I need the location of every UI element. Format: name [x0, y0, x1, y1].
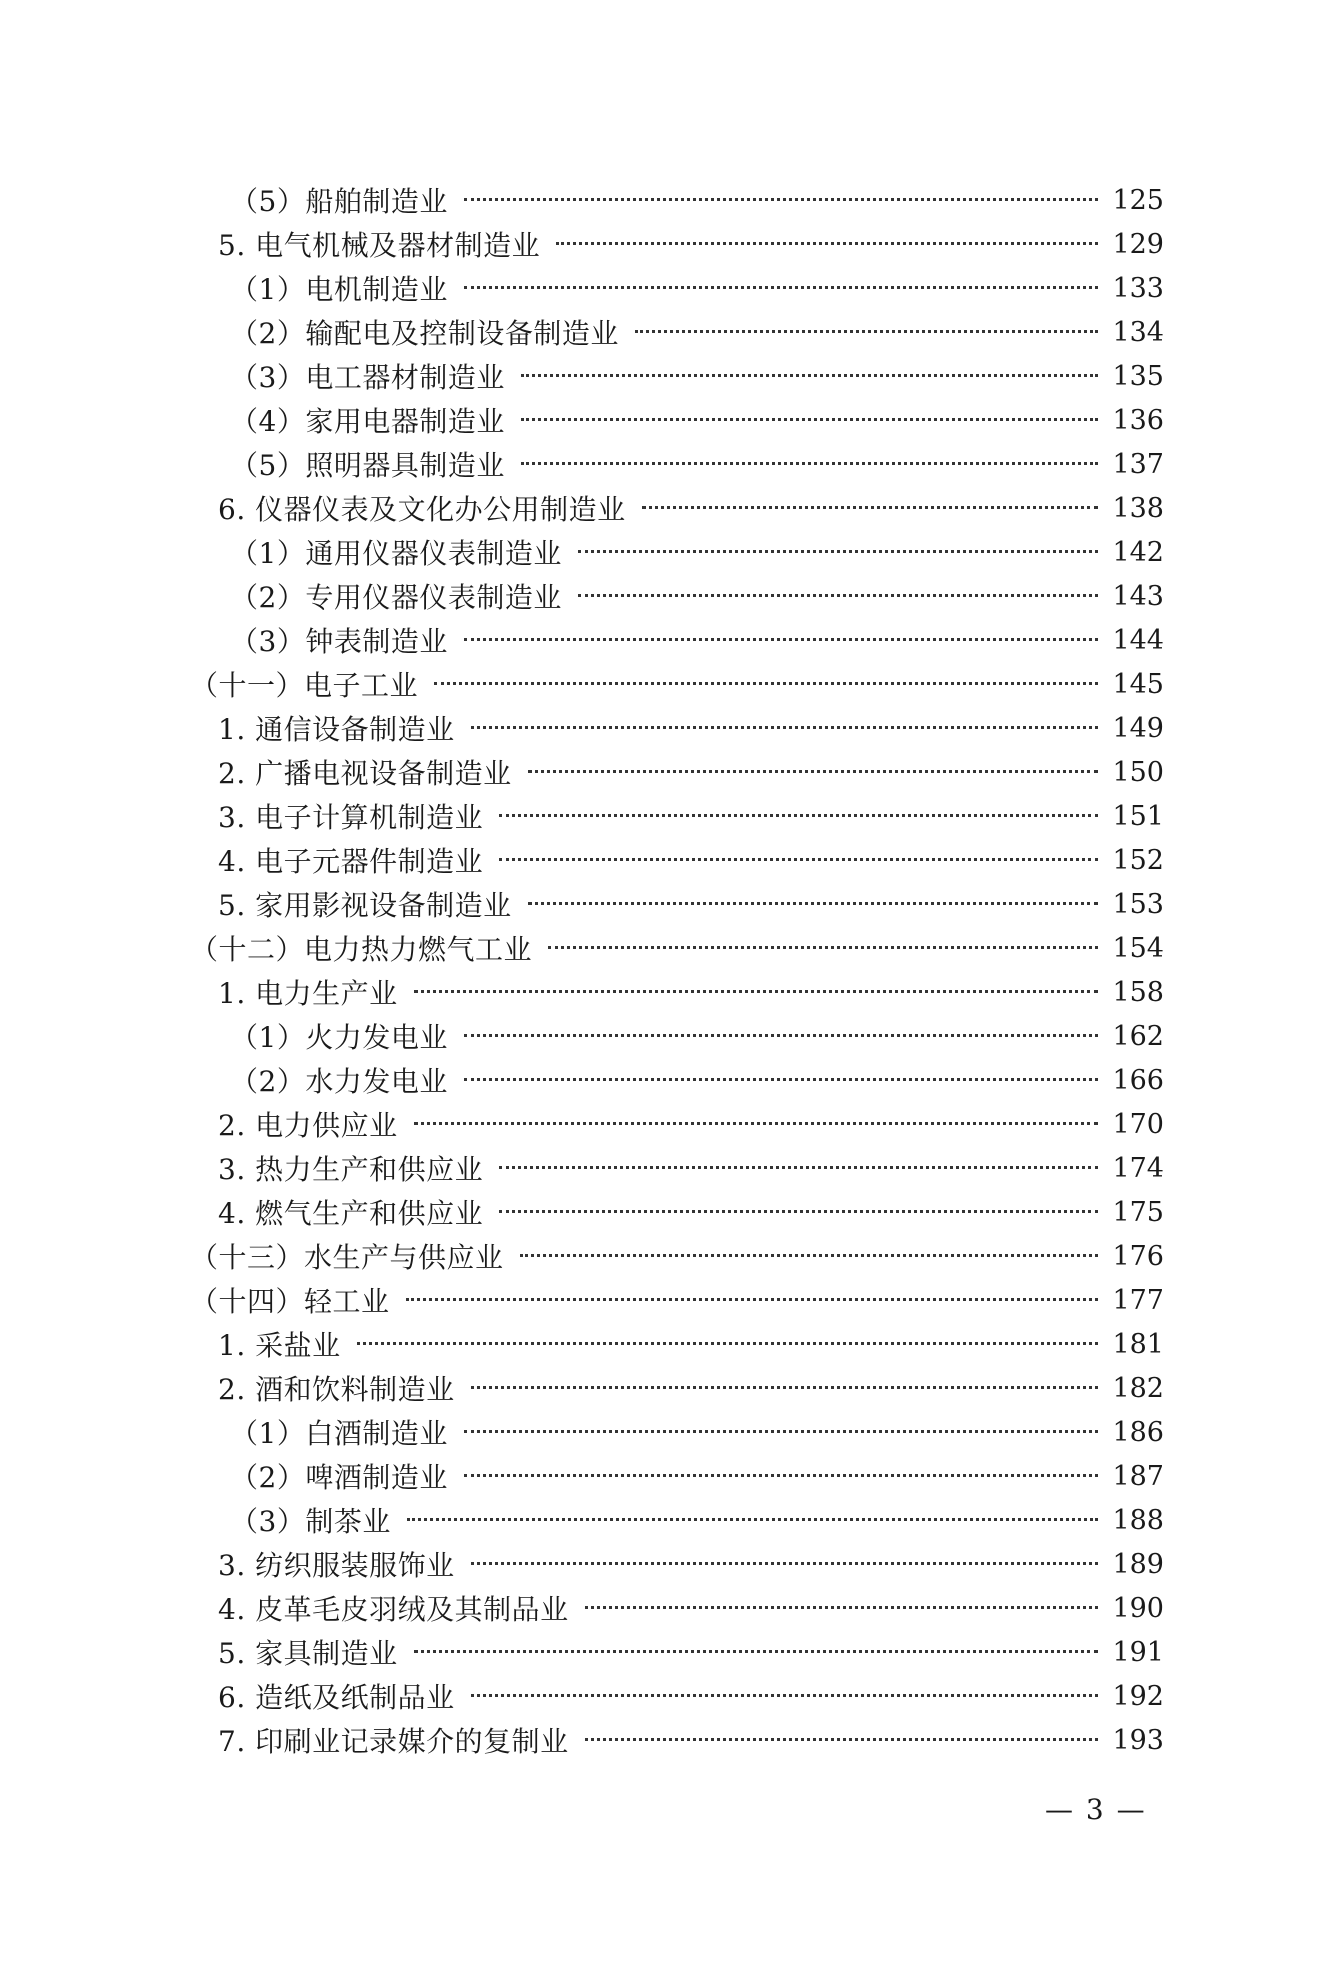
- toc-entry-title: 4. 电子元器件制造业: [218, 845, 484, 878]
- toc-entry-page: 151: [1112, 800, 1164, 832]
- toc-entry-title: （5）照明器具制造业: [230, 449, 505, 482]
- toc-entry-page: 134: [1112, 316, 1164, 348]
- toc-entry-title: （十四）轻工业: [190, 1285, 390, 1318]
- toc-dot-leader: [499, 1164, 1098, 1169]
- toc-entry-page: 176: [1112, 1240, 1164, 1272]
- toc-dot-leader: [521, 372, 1099, 377]
- toc-entry-page: 142: [1112, 536, 1164, 568]
- toc-dot-leader: [464, 1032, 1099, 1037]
- toc-entry-page: 153: [1112, 888, 1164, 920]
- toc-entry-title: （5）船舶制造业: [230, 185, 448, 218]
- toc-entry-title: （1）白酒制造业: [230, 1417, 448, 1450]
- toc-entry[interactable]: [0, 1630, 1328, 1674]
- toc-entry-title: 1. 通信设备制造业: [218, 713, 455, 746]
- toc-entry[interactable]: [0, 222, 1328, 266]
- toc-entry-page: 189: [1112, 1548, 1164, 1580]
- toc-entry-title: （十三）水生产与供应业: [190, 1241, 504, 1274]
- toc-dot-leader: [556, 240, 1098, 245]
- toc-dot-leader: [578, 548, 1099, 553]
- toc-entry[interactable]: [0, 1498, 1328, 1542]
- toc-entry-title: 5. 家用影视设备制造业: [218, 889, 512, 922]
- toc-entry-page: 181: [1112, 1328, 1164, 1360]
- toc-entry-title: 4. 燃气生产和供应业: [218, 1197, 484, 1230]
- toc-entry-title: 3. 热力生产和供应业: [218, 1153, 484, 1186]
- toc-entry-title: （3）钟表制造业: [230, 625, 448, 658]
- toc-entry[interactable]: [0, 398, 1328, 442]
- toc-dot-leader: [471, 1692, 1099, 1697]
- toc-dot-leader: [499, 856, 1098, 861]
- toc-dot-leader: [528, 900, 1099, 905]
- toc-entry-page: 190: [1112, 1592, 1164, 1624]
- toc-dot-leader: [521, 460, 1099, 465]
- toc-entry-title: （十二）电力热力燃气工业: [190, 933, 533, 966]
- toc-entry-page: 145: [1112, 668, 1164, 700]
- toc-entry-page: 182: [1112, 1372, 1164, 1404]
- toc-dot-leader: [499, 1208, 1098, 1213]
- toc-entry[interactable]: [0, 706, 1328, 750]
- toc-entry[interactable]: [0, 662, 1328, 706]
- toc-entry-title: 1. 电力生产业: [218, 977, 398, 1010]
- toc-dot-leader: [414, 1120, 1099, 1125]
- toc-dot-leader: [414, 1648, 1099, 1653]
- toc-entry-page: 152: [1112, 844, 1164, 876]
- toc-entry-page: 136: [1112, 404, 1164, 436]
- toc-entry-page: 138: [1112, 492, 1164, 524]
- toc-entry[interactable]: [0, 970, 1328, 1014]
- toc-entry[interactable]: [0, 1674, 1328, 1718]
- toc-entry-title: 3. 纺织服装服饰业: [218, 1549, 455, 1582]
- toc-dot-leader: [635, 328, 1099, 333]
- toc-dot-leader: [528, 768, 1099, 773]
- toc-entry-page: 125: [1112, 184, 1164, 216]
- toc-entry[interactable]: [0, 882, 1328, 926]
- toc-entry-title: 7. 印刷业记录媒介的复制业: [218, 1725, 569, 1758]
- toc-entry-page: 150: [1112, 756, 1164, 788]
- toc-entry[interactable]: [0, 618, 1328, 662]
- toc-entry-title: 1. 采盐业: [218, 1329, 341, 1362]
- toc-entry[interactable]: [0, 838, 1328, 882]
- toc-entry[interactable]: [0, 1454, 1328, 1498]
- toc-dot-leader: [464, 1076, 1099, 1081]
- toc-entry-page: 162: [1112, 1020, 1164, 1052]
- toc-entry-page: 175: [1112, 1196, 1164, 1228]
- toc-entry-title: 4. 皮革毛皮羽绒及其制品业: [218, 1593, 569, 1626]
- toc-entry[interactable]: [0, 794, 1328, 838]
- toc-entry-title: 3. 电子计算机制造业: [218, 801, 484, 834]
- toc-entry-title: 6. 造纸及纸制品业: [218, 1681, 455, 1714]
- toc-entry-title: 2. 广播电视设备制造业: [218, 757, 512, 790]
- toc-entry-title: 5. 家具制造业: [218, 1637, 398, 1670]
- toc-entry[interactable]: [0, 1058, 1328, 1102]
- toc-entry[interactable]: [0, 486, 1328, 530]
- toc-entry-title: （1）火力发电业: [230, 1021, 448, 1054]
- toc-entry-page: 129: [1112, 228, 1164, 260]
- toc-entry-title: 2. 电力供应业: [218, 1109, 398, 1142]
- toc-entry-page: 192: [1112, 1680, 1164, 1712]
- toc-dot-leader: [414, 988, 1099, 993]
- toc-entry[interactable]: [0, 1586, 1328, 1630]
- toc-entry-page: 177: [1112, 1284, 1164, 1316]
- toc-entry[interactable]: [0, 1410, 1328, 1454]
- toc-entry-title: （1）通用仪器仪表制造业: [230, 537, 562, 570]
- toc-entry[interactable]: [0, 354, 1328, 398]
- toc-dot-leader: [464, 196, 1099, 201]
- page-number: — 3 —: [1045, 1793, 1147, 1826]
- toc-dot-leader: [434, 680, 1098, 685]
- toc-entry-page: 154: [1112, 932, 1164, 964]
- table-of-contents: [0, 178, 1328, 1762]
- toc-entry-title: （3）电工器材制造业: [230, 361, 505, 394]
- toc-entry-title: （2）啤酒制造业: [230, 1461, 448, 1494]
- toc-dot-leader: [499, 812, 1098, 817]
- toc-dot-leader: [585, 1604, 1099, 1609]
- toc-entry-page: 170: [1112, 1108, 1164, 1140]
- toc-dot-leader: [464, 636, 1099, 641]
- toc-entry[interactable]: [0, 1146, 1328, 1190]
- toc-entry[interactable]: [0, 530, 1328, 574]
- toc-entry[interactable]: [0, 1014, 1328, 1058]
- toc-dot-leader: [471, 724, 1099, 729]
- toc-entry-page: 143: [1112, 580, 1164, 612]
- toc-dot-leader: [585, 1736, 1099, 1741]
- toc-dot-leader: [520, 1252, 1099, 1257]
- toc-dot-leader: [548, 944, 1098, 949]
- toc-entry-title: （4）家用电器制造业: [230, 405, 505, 438]
- toc-entry[interactable]: [0, 442, 1328, 486]
- toc-dot-leader: [471, 1384, 1099, 1389]
- toc-entry[interactable]: [0, 574, 1328, 618]
- toc-dot-leader: [407, 1516, 1099, 1521]
- toc-entry[interactable]: [0, 1278, 1328, 1322]
- toc-dot-leader: [464, 1428, 1099, 1433]
- toc-entry-page: 191: [1112, 1636, 1164, 1668]
- toc-entry-title: （2）专用仪器仪表制造业: [230, 581, 562, 614]
- toc-entry-page: 187: [1112, 1460, 1164, 1492]
- toc-entry[interactable]: [0, 178, 1328, 222]
- toc-entry[interactable]: [0, 1542, 1328, 1586]
- toc-entry[interactable]: [0, 1718, 1328, 1762]
- toc-entry-page: 188: [1112, 1504, 1164, 1536]
- toc-entry-title: 2. 酒和饮料制造业: [218, 1373, 455, 1406]
- toc-entry-title: （2）水力发电业: [230, 1065, 448, 1098]
- toc-entry[interactable]: [0, 1190, 1328, 1234]
- toc-entry-page: 193: [1112, 1724, 1164, 1756]
- toc-dot-leader: [471, 1560, 1099, 1565]
- toc-entry-title: （2）输配电及控制设备制造业: [230, 317, 619, 350]
- toc-entry[interactable]: [0, 1366, 1328, 1410]
- toc-entry-title: （1）电机制造业: [230, 273, 448, 306]
- toc-entry-title: （3）制茶业: [230, 1505, 391, 1538]
- toc-dot-leader: [406, 1296, 1099, 1301]
- toc-entry[interactable]: [0, 310, 1328, 354]
- toc-entry-page: 166: [1112, 1064, 1164, 1096]
- toc-dot-leader: [521, 416, 1099, 421]
- toc-dot-leader: [642, 504, 1099, 509]
- toc-entry[interactable]: [0, 266, 1328, 310]
- toc-entry[interactable]: [0, 926, 1328, 970]
- toc-entry[interactable]: [0, 1102, 1328, 1146]
- toc-entry-page: 144: [1112, 624, 1164, 656]
- toc-dot-leader: [578, 592, 1099, 597]
- toc-entry-title: 5. 电气机械及器材制造业: [218, 229, 541, 262]
- toc-dot-leader: [464, 1472, 1099, 1477]
- toc-entry-title: （十一）电子工业: [190, 669, 419, 702]
- toc-entry-page: 186: [1112, 1416, 1164, 1448]
- toc-entry-page: 133: [1112, 272, 1164, 304]
- toc-entry-page: 158: [1112, 976, 1164, 1008]
- toc-entry[interactable]: [0, 750, 1328, 794]
- toc-entry-page: 149: [1112, 712, 1164, 744]
- toc-dot-leader: [464, 284, 1099, 289]
- toc-entry[interactable]: [0, 1322, 1328, 1366]
- toc-entry-page: 174: [1112, 1152, 1164, 1184]
- toc-entry-page: 137: [1112, 448, 1164, 480]
- toc-dot-leader: [357, 1340, 1099, 1345]
- toc-entry-title: 6. 仪器仪表及文化办公用制造业: [218, 493, 626, 526]
- toc-entry-page: 135: [1112, 360, 1164, 392]
- toc-entry[interactable]: [0, 1234, 1328, 1278]
